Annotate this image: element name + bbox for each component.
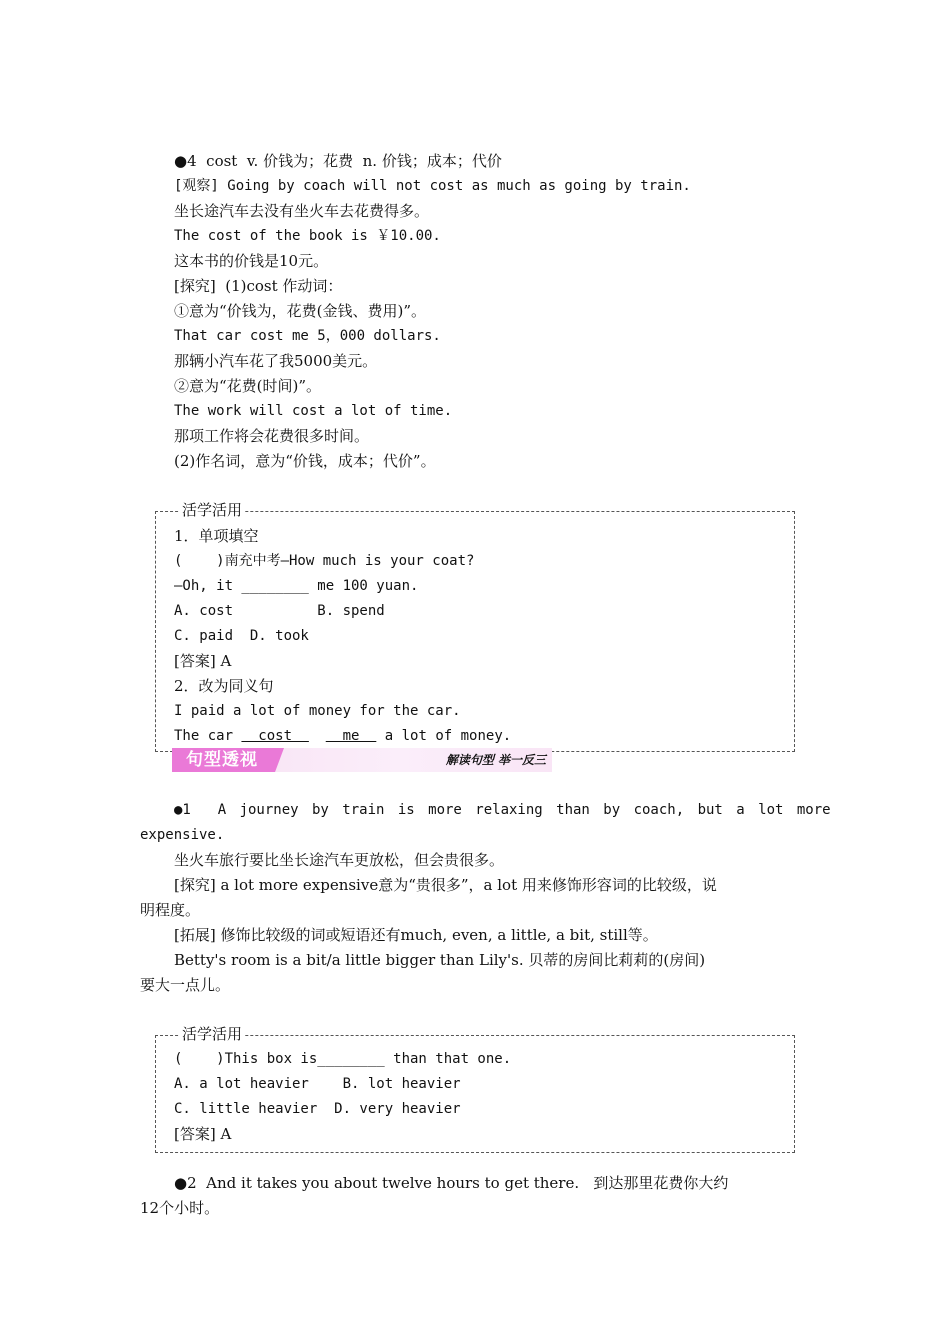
question-dialogue: —Oh, it ________ me 100 yuan. <box>174 578 419 594</box>
observe-sentence: [观察] Going by coach will not cost as much as going by train. <box>174 178 691 194</box>
practice-box-label: 活学活用 <box>182 1025 243 1043</box>
question-title: 1．单项填空 <box>174 527 259 545</box>
question-options: C. little heavier D. very heavier <box>174 1101 461 1117</box>
banner-subtitle: 解读句型 举一反三 <box>445 753 546 767</box>
answer-key: [答案] A <box>174 652 232 670</box>
question-options: A. a lot heavier B. lot heavier <box>174 1076 461 1092</box>
example-sentence: The work will cost a lot of time. <box>174 403 453 419</box>
sentence-suffix: a lot of money. <box>376 728 512 744</box>
explore-note: 明程度。 <box>140 901 201 919</box>
meaning-item: ②意为“花费(时间)”。 <box>174 377 322 395</box>
question-options: A. cost B. spend <box>174 603 385 619</box>
sentence-prefix: The car <box>174 728 242 744</box>
question-stem: ( )This box is________ than that one. <box>174 1051 512 1067</box>
example-sentence: The cost of the book is ￥10.00. <box>174 228 441 244</box>
example-sentence: Betty's room is a bit/a little bigger than Lily's. 贝蒂的房间比莉莉的(房间) <box>174 951 706 969</box>
example-translation: 这本书的价钱是10元。 <box>174 252 329 270</box>
section-banner <box>172 748 552 772</box>
section-heading-sentence: ●2 And it takes you about twelve hours to get there. 到达那里花费你大约 <box>174 1174 729 1192</box>
section-heading-sentence: ●1 A journey by train is more relaxing than by coach, but a lot more <box>174 802 831 818</box>
sentence-translation: 坐火车旅行要比坐长途汽车更放松，但会贵很多。 <box>174 851 505 869</box>
expand-note: [拓展] 修饰比较级的词或短语还有much, even, a little, a bit, still等。 <box>174 926 658 944</box>
answer-blank: me <box>325 728 377 744</box>
section-heading-sentence: 12个小时。 <box>140 1199 220 1217</box>
explore-note: [探究] a lot more expensive意为“贵很多”，a lot 用来修饰形容词的比较级，说 <box>174 876 717 894</box>
example-sentence: That car cost me 5，000 dollars. <box>174 328 441 344</box>
noun-usage-note: (2)作名词，意为“价钱，成本；代价”。 <box>174 452 436 470</box>
question-options: C. paid D. took <box>174 628 309 644</box>
question-title: 2．改为同义句 <box>174 677 274 695</box>
question-stem: ( )南充中考—How much is your coat? <box>174 553 475 569</box>
example-sentence: 要大一点儿。 <box>140 976 231 994</box>
answer-blank: cost <box>241 728 309 744</box>
section-heading-cost: ●4 cost v. 价钱为；花费 n. 价钱；成本；代价 <box>174 152 502 170</box>
example-translation: 那辆小汽车花了我5000美元。 <box>174 352 378 370</box>
answer-key: [答案] A <box>174 1125 232 1143</box>
explore-note: [探究] (1)cost 作动词： <box>174 277 343 295</box>
section-heading-sentence: expensive. <box>140 827 225 843</box>
example-translation: 那项工作将会花费很多时间。 <box>174 427 370 445</box>
question-stem: I paid a lot of money for the car. <box>174 703 461 719</box>
practice-box-label: 活学活用 <box>182 501 243 519</box>
banner-title: 句型透视 <box>186 750 258 770</box>
meaning-item: ①意为“价钱为，花费(金钱、费用)”。 <box>174 302 427 320</box>
observe-translation: 坐长途汽车去没有坐火车去花费得多。 <box>174 202 430 220</box>
fill-in-sentence <box>174 726 511 746</box>
sentence-gap <box>309 728 326 744</box>
